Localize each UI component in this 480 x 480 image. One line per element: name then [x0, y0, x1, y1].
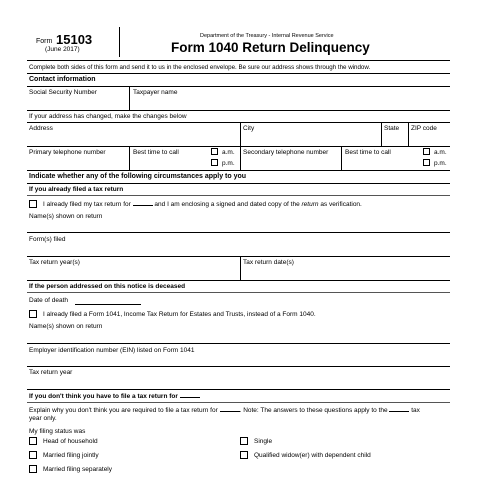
filing-status-label: My filing status was	[29, 428, 86, 435]
rule	[27, 110, 450, 111]
form-word: Form	[36, 38, 53, 45]
tax-return-years-label: Tax return year(s)	[29, 259, 80, 266]
taxpayer-name-input[interactable]	[133, 99, 443, 107]
not-required-year-blank[interactable]	[180, 397, 200, 398]
divider	[129, 86, 130, 110]
divider	[240, 122, 241, 146]
rule	[27, 402, 450, 403]
taxpayer-name-label: Taxpayer name	[133, 89, 178, 96]
explain-mid: . Note: The answers to these questions apply to the	[239, 407, 388, 414]
rule	[27, 389, 450, 390]
married-separately-checkbox[interactable]	[29, 465, 37, 473]
married-separately-label: Married filing separately	[43, 466, 113, 473]
rule	[27, 366, 450, 367]
tax-return-years-input[interactable]	[29, 269, 234, 277]
rule	[27, 292, 450, 293]
divider	[240, 146, 241, 170]
header-rule	[27, 60, 450, 61]
best-time2-label: Best time to call	[345, 149, 391, 156]
form-date: (June 2017)	[45, 46, 80, 53]
already-filed-end: as verification.	[320, 201, 362, 208]
address-input[interactable]	[29, 135, 234, 143]
circumstances-heading: Indicate whether any of the following circumstances apply to you	[29, 173, 247, 180]
zip-input[interactable]	[411, 135, 447, 143]
rule	[27, 232, 450, 233]
not-required-heading-text: If you don't think you have to file a tax return for	[29, 393, 178, 400]
instructions-text: Complete both sides of this form and send it to us in the enclosed envelope. Be sure our address shows through the window.	[29, 64, 371, 71]
address-change-note: If your address has changed, make the changes below	[29, 113, 187, 120]
secondary-phone-input[interactable]	[243, 159, 338, 167]
tax-return-dates-label: Tax return date(s)	[243, 259, 294, 266]
ein-label: Employer identification number (EIN) listed on Form 1041	[29, 347, 195, 354]
state-label: State	[384, 125, 400, 132]
qualified-widow-label: Qualified widow(er) with dependent child	[254, 452, 371, 459]
explain-pre: Explain why you don't think you are required to file a tax return for	[29, 407, 218, 414]
divider	[341, 146, 342, 170]
rule	[27, 195, 450, 196]
already-filed-text	[43, 201, 362, 209]
single-label: Single	[254, 438, 273, 445]
rule	[27, 73, 450, 74]
filed-names-label: Name(s) shown on return	[29, 213, 103, 220]
form1041-text: I already filed a Form 1041, Income Tax Return for Estates and Trusts, instead of a Form 1040.	[43, 311, 316, 318]
ssn-label: Social Security Number	[29, 89, 97, 96]
state-input[interactable]	[384, 135, 404, 143]
department-name: Department of the Treasury - Internal Revenue Service	[200, 33, 334, 39]
rule	[27, 183, 450, 184]
city-label: City	[243, 125, 255, 132]
head-of-household-checkbox[interactable]	[29, 437, 37, 445]
pm-checkbox[interactable]	[211, 159, 218, 166]
rule	[27, 280, 450, 281]
date-of-death-label: Date of death	[29, 297, 69, 304]
tax-year-blank[interactable]	[133, 205, 153, 206]
rule	[27, 256, 450, 257]
am2-checkbox[interactable]	[423, 148, 430, 155]
city-input[interactable]	[243, 135, 378, 143]
already-filed-checkbox[interactable]	[29, 200, 37, 208]
rule	[27, 122, 450, 123]
ssn-input[interactable]	[29, 99, 125, 107]
single-checkbox[interactable]	[240, 437, 248, 445]
secondary-phone-label: Secondary telephone number	[243, 149, 329, 156]
deceased-names-input[interactable]	[29, 333, 444, 341]
not-required-heading	[29, 393, 200, 401]
explain-year2-blank[interactable]	[389, 411, 409, 412]
pm2-checkbox[interactable]	[423, 159, 430, 166]
explain-year-blank[interactable]	[220, 411, 240, 412]
rule	[27, 86, 450, 87]
address-label: Address	[29, 125, 53, 132]
am-checkbox[interactable]	[211, 148, 218, 155]
divider	[408, 122, 409, 146]
filed-names-input[interactable]	[29, 223, 444, 231]
deceased-heading: If the person addressed on this notice is deceased	[29, 283, 186, 290]
forms-filed-input[interactable]	[29, 246, 444, 254]
already-filed-post: and I am enclosing a signed and dated copy of the	[154, 201, 300, 208]
tax-year-input[interactable]	[29, 379, 444, 387]
am2-label: a.m.	[434, 149, 447, 156]
primary-phone-label: Primary telephone number	[29, 149, 106, 156]
married-jointly-label: Married filing jointly	[43, 452, 99, 459]
rule	[27, 343, 450, 344]
married-jointly-checkbox[interactable]	[29, 451, 37, 459]
qualified-widow-checkbox[interactable]	[240, 451, 248, 459]
zip-label: ZIP code	[411, 125, 437, 132]
tax-return-dates-input[interactable]	[243, 269, 443, 277]
am-label: a.m.	[222, 149, 235, 156]
form1041-checkbox[interactable]	[29, 310, 37, 318]
head-of-household-label: Head of household	[43, 438, 98, 445]
contact-heading: Contact information	[29, 76, 96, 83]
divider	[381, 122, 382, 146]
tax-year-label: Tax return year	[29, 369, 73, 376]
ein-input[interactable]	[29, 357, 444, 365]
explain-text	[29, 407, 420, 415]
explain-line2: year only.	[29, 415, 57, 422]
deceased-names-label: Name(s) shown on return	[29, 323, 103, 330]
divider	[129, 146, 130, 170]
rule	[27, 146, 450, 147]
divider	[240, 256, 241, 280]
filed-heading: If you already filed a tax return	[29, 186, 124, 193]
explain-post: tax	[411, 407, 420, 414]
rule	[27, 170, 450, 171]
date-of-death-blank[interactable]	[75, 304, 141, 305]
already-filed-pre: I already filed my tax return for	[43, 201, 131, 208]
forms-filed-label: Form(s) filed	[29, 236, 66, 243]
pm2-label: p.m.	[434, 160, 447, 167]
page-title: Form 1040 Return Delinquency	[171, 40, 370, 55]
primary-phone-input[interactable]	[29, 159, 125, 167]
return-word: return	[301, 201, 319, 208]
form-number: 15103	[56, 32, 93, 47]
pm-label: p.m.	[222, 160, 235, 167]
best-time-label: Best time to call	[133, 149, 179, 156]
